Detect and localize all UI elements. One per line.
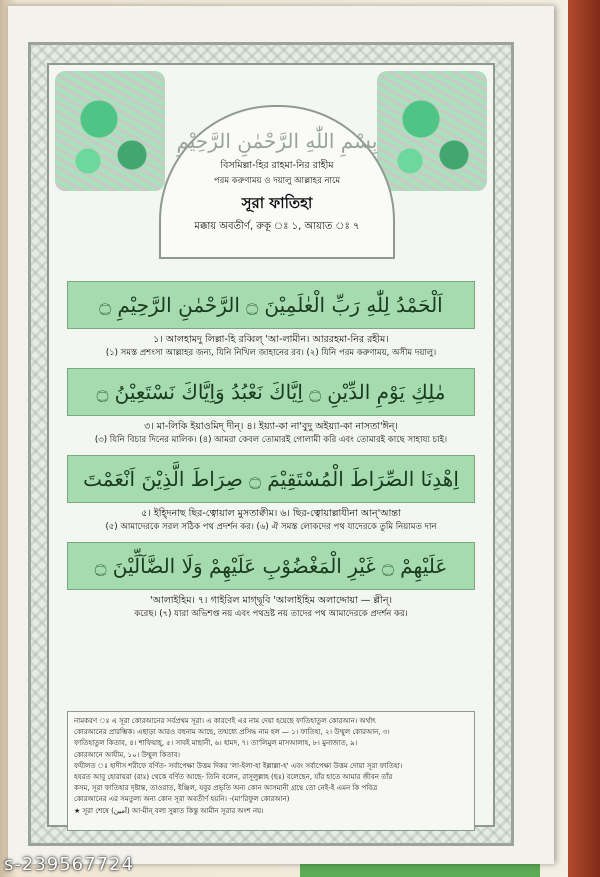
note-line: হযরত আবু হোরায়রা (রাঃ) থেকে বর্ণিত আছে- তিনি বলেন, রাসূলুল্লাহ (ছঃ) বলেছেন, যাঁর হাতে আমার জীবন তাঁর — [74, 773, 393, 782]
right-floral-ornament — [377, 71, 487, 191]
arabic-verse-3: اِهْدِنَا الصِّرَاطَ الْمُسْتَقِيْمَ ۝ صِرَاطَ الَّذِيْنَ اَنْعَمْتَ — [67, 455, 475, 503]
note-line: ফযীলত ঃ হাদীস শরীফে বর্ণিত- সর্বাপেক্ষা উত্তম দিকর 'লা-ইলা-হা ইল্লাল্লা-হ' এবং সর্বাপেক্ষা উত্তম দোয়া সূরা ফাতিহা। — [74, 761, 403, 770]
bismillah-calligraphy: بِسْمِ اللّٰهِ الرَّحْمٰنِ الرَّحِيْمِ — [176, 129, 378, 153]
note-line: কোরআনের প্রারম্ভিক। এছাড়া আরও বহুনাম আছে, তন্মধ্যে প্রসিদ্ধ নাম হল — ১। ফাতিহা, ২। উম্মুল কোরআন, ৩। — [74, 728, 390, 737]
verse-block-3 — [67, 455, 475, 534]
arabic-verse-4: عَلَيْهِمْ ۝ غَيْرِ الْمَغْضُوْبِ عَلَيْهِمْ وَلَا الضَّآلِّيْنَ ۝ — [67, 542, 475, 590]
transliteration-1: ১। আলহামদু লিল্লা-হি রব্বিল্ 'আ-লামীন। আররহমা-নির রহীম। — [153, 334, 389, 345]
meaning-3: (৫) আমাদেরকে সরল সঠিক পথ প্রদর্শন কর। (৬) ঐ সমস্ত লোকদের পথ যাদেরকে তুমি নিয়ামত দান — [105, 522, 437, 532]
header-arch — [159, 105, 395, 259]
meaning-2: (৩) যিনি বিচার দিনের মালিক। (৪) আমরা কেবল তোমারই গোলামী করি এবং তোমারই কাছে সাহায্য চাই। — [94, 435, 448, 445]
transliteration-4: 'আলাইহিম। ৭। গাইরিল মাগ্দ্বূবি 'আলাইহিম অলাদ্দোয়া — ল্লীন্। — [150, 595, 392, 606]
meaning-4: করেছ। (৭) যারা অভিশপ্ত নয় এবং পথভ্রষ্ট নয় তাদের পথ আমাদেরকে প্রদর্শন কর। — [134, 609, 408, 619]
transliteration-3: ৫। ইহ্দিনাছ ছির-ত্বোয়াল মুসতাক্বীম। ৬। ছির-ত্বোয়াল্লাযীনা আন্'আম্তা — [141, 508, 401, 519]
quran-page — [8, 6, 554, 864]
verses-section — [67, 281, 475, 629]
ornamental-border — [28, 42, 514, 846]
surah-title: সূরা ফাতিহা — [241, 194, 313, 212]
note-line: কোরআনের এর সমতুল্য অন্য কোন সূরা অবতীর্ণ হয়নি। -(মা'রিফুল কোরআন) — [74, 795, 290, 804]
verse-block-4 — [67, 542, 475, 621]
bismillah-meaning: পরম করুণাময় ও দয়ালু আল্লাহর নামে — [213, 176, 341, 186]
note-line: নামকরণ ঃ এ সূরা কোরআনের সর্বপ্রথম সূরা। এ কারণেই এর নাম দেয়া হয়েছে ফাতিহাতুল কোরআন। অর্থাৎ — [74, 717, 376, 725]
note-line: ★ সূরা শেষে (آمين) আ-মীন্ বলা সুন্নাত কিন্তু আমীন সূরার অংশ নয়। — [74, 806, 264, 815]
bismillah-transliteration: বিসমিল্লা-হির রাহমা-নির রাহীম — [220, 160, 334, 171]
transliteration-2: ৩। মা-লিকি ইয়াওমিদ্ দীন্। ৪। ইয়্যা-কা না'বুদু অইয়্যা-কা নাসতা'ঈন্। — [144, 421, 398, 432]
verse-block-2 — [67, 368, 475, 447]
note-line: কোরআনে আযীম, ১০। উম্মুল কিতাব। — [74, 750, 181, 759]
meaning-1: (১) সমস্ত প্রশংসা আল্লাহর জন্য, যিনি নিখিল জাহানের রব। (২) যিনি পরম করুণাময়, অসীম দয়ালু। — [105, 348, 437, 358]
book-cover-edge — [568, 0, 600, 877]
book-bottom-edge — [300, 863, 540, 877]
arabic-verse-2: مٰلِكِ يَوْمِ الدِّيْنِ ۝ اِيَّاكَ نَعْبُدُ وَاِيَّاكَ نَسْتَعِيْنُ ۝ — [67, 368, 475, 416]
note-line: ফাতিহাতুল কিতাব, ৪। শাফিয়াহ্, ৫। সাবই মাছানী, ৬। হামদ, ৭। তা'লিমুল মাসআলাহ, ৮। মুনাজাত, ৯। — [74, 739, 358, 748]
note-line: কসম, সূরা ফাতিহার দৃষ্টান্ত, তাওরাত, ইঞ্জিল, যবুর প্রভৃতি অন্য কোন আসমানী গ্রন্থে তো নেই-ই এমন কি পবিত্র — [74, 784, 378, 793]
left-floral-ornament — [55, 71, 165, 191]
surah-meta: মক্কায় অবতীর্ণ, রুকূ ঃ ১, আয়াত ঃ ৭ — [194, 221, 360, 232]
arabic-verse-1: اَلْحَمْدُ لِلّٰهِ رَبِّ الْعٰلَمِيْنَ ۝ الرَّحْمٰنِ الرَّحِيْمِ ۝ — [67, 281, 475, 329]
verse-block-1 — [67, 281, 475, 360]
notes-box — [67, 711, 475, 831]
stock-watermark: s-239567724 — [4, 854, 134, 875]
page-inner-frame — [47, 63, 495, 827]
